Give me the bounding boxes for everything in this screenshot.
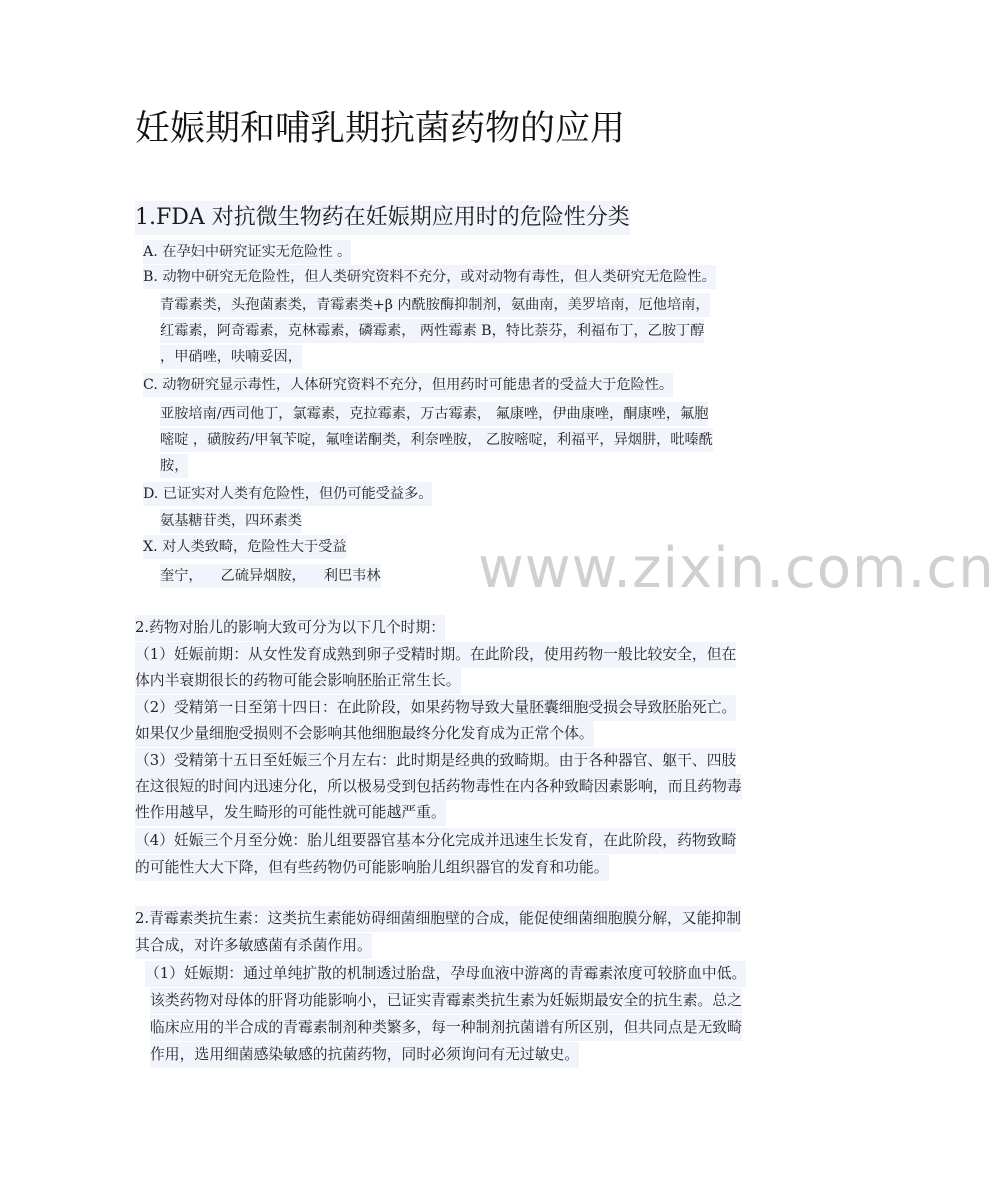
period-1-line-1: （1）妊娠前期：从女性发育成熟到卵子受精时期。在此阶段，使用药物一般比较安全，但在 [135,642,736,668]
penicillin-pregnancy-line-2: 该类药物对母体的肝肾功能影响小，已证实青霉素类抗生素为妊娠期最安全的抗生素。总之 [150,988,742,1014]
category-b-drugs-2: 红霉素，阿奇霉素，克林霉素，磷霉素， 两性霉素 B，特比萘芬，利福布丁，乙胺丁醇 [160,319,704,343]
category-x-drugs: 奎宁， 乙硫异烟胺， 利巴韦林 [160,564,381,588]
category-d: D. 已证实对人类有危险性，但仍可能受益多。 [143,482,432,506]
category-x: X. 对人类致畸，危险性大于受益 [143,535,347,559]
period-4-line-2: 的可能性大大下降，但有些药物仍可能影响胎儿组织器官的发育和功能。 [135,855,609,881]
period-3-line-2: 在这很短的时间内迅速分化，所以极易受到包括药物毒性在内各种致畸因素影响，而且药物毒 [135,774,742,800]
period-2-line-1: （2）受精第一日至第十四日：在此阶段，如果药物导致大量胚囊细胞受损会导致胚胎死亡。 [135,695,736,721]
section1-heading: 1.FDA 对抗微生物药在妊娠期应用时的危险性分类 [135,201,630,235]
period-2-line-2: 如果仅少量细胞受损则不会影响其他细胞最终分化发育成为正常个体。 [135,721,594,747]
watermark: www.zixin.com.cn [478,536,995,601]
page-title: 妊娠期和哺乳期抗菌药物的应用 [135,109,626,149]
period-4-line-1: （4）妊娠三个月至分娩：胎儿组要器官基本分化完成并迅速生长发育，在此阶段，药物致畸 [135,828,736,854]
category-c-drugs-2: 嘧啶 ，磺胺药/甲氧苄啶，氟喹诺酮类，利奈唑胺， 乙胺嘧啶，利福平，异烟肼，吡嗪酰 [160,428,713,452]
category-c-drugs-3: 胺， [160,454,188,478]
period-1-line-2: 体内半衰期很长的药物可能会影响胚胎正常生长。 [135,668,461,694]
penicillin-pregnancy-line-1: （1）妊娠期：通过单纯扩散的机制透过胎盘，孕母血液中游离的青霉素浓度可较脐血中低。 [145,961,746,987]
period-3-line-3: 性作用越早，发生畸形的可能性就可能越严重。 [135,800,446,826]
penicillin-pregnancy-line-4: 作用，选用细菌感染敏感的抗菌药物，同时必须询问有无过敏史。 [150,1042,579,1068]
category-a: A. 在孕妇中研究证实无危险性 。 [143,240,351,264]
category-c: C. 动物研究显示毒性，人体研究资料不充分，但用药时可能患者的受益大于危险性。 [143,373,673,397]
penicillin-heading-line-1: 2.青霉素类抗生素：这类抗生素能妨碍细菌细胞壁的合成，能促使细菌细胞膜分解，又能抑制 [135,906,741,932]
section2-heading: 2.药物对胎儿的影响大致可分为以下几个时期： [135,615,445,641]
penicillin-heading-line-2: 其合成，对许多敏感菌有杀菌作用。 [135,933,372,959]
category-d-drugs: 氨基糖苷类，四环素类 [160,509,302,533]
category-b-drugs-3: ，甲硝唑，呋喃妥因， [160,345,302,369]
penicillin-pregnancy-line-3: 临床应用的半合成的青霉素制剂种类繁多，每一种制剂抗菌谱有所区别，但共同点是无致畸 [150,1015,742,1041]
category-b: B. 动物中研究无危险性，但人类研究资料不充分，或对动物有毒性，但人类研究无危险性。 [143,265,716,289]
period-3-line-1: （3）受精第十五日至妊娠三个月左右：此时期是经典的致畸期。由于各种器官、躯干、四肢 [135,748,736,774]
category-c-drugs-1: 亚胺培南/西司他丁，氯霉素，克拉霉素，万古霉素， 氟康唑，伊曲康唑，酮康唑，氟胞 [160,402,708,426]
category-b-drugs-1: 青霉素类，头孢菌素类，青霉素类+β 内酰胺酶抑制剂，氨曲南，美罗培南，厄他培南， [160,293,710,317]
